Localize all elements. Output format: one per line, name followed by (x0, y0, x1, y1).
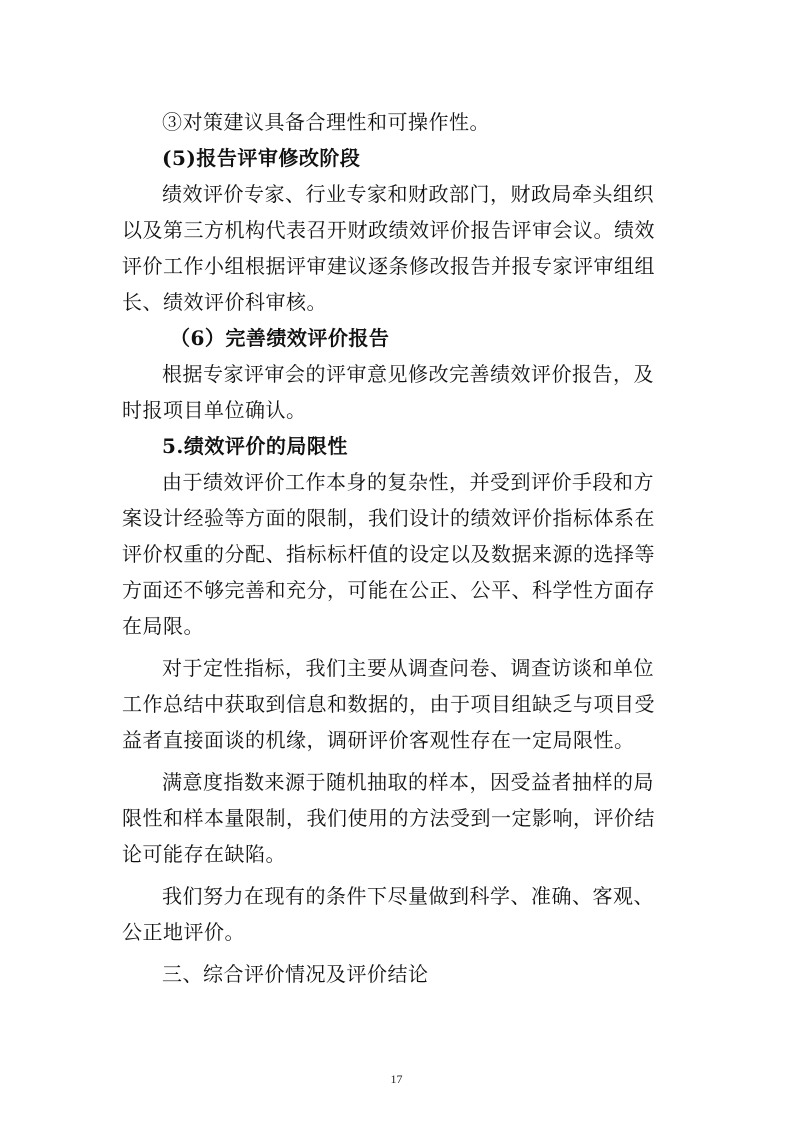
heading-improve-report: （6）完善绩效评价报告 (170, 326, 390, 350)
paragraph-improve-report: 根据专家评审会的评审意见修改完善绩效评价报告，及时报项目单位确认。 (122, 362, 654, 422)
paragraph-review-meeting: 绩效评价专家、行业专家和财政部门，财政局牵头组织以及第三方机构代表召开财政绩效评价报告评审会议。绩效评价工作小组根据评审建议逐条修改报告并报专家评审组组长、绩效评价科审核。 (122, 182, 655, 314)
paragraph-limitations-3: 满意度指数来源于随机抽取的样本，因受益者抽样的局限性和样本量限制，我们使用的方法受到一定影响，评价结论可能存在缺陷。 (122, 770, 655, 866)
heading-limitations: 5.绩效评价的局限性 (162, 434, 348, 458)
heading-section-three: 三、综合评价情况及评价结论 (162, 962, 429, 986)
paragraph-limitations-4: 我们努力在现有的条件下尽量做到科学、准确、客观、公正地评价。 (122, 884, 654, 944)
page-number: 17 (390, 1072, 403, 1086)
paragraph-countermeasure: ③对策建议具备合理性和可操作性。 (162, 110, 490, 134)
heading-review-stage: (5)报告评审修改阶段 (162, 146, 361, 170)
paragraph-limitations-1: 由于绩效评价工作本身的复杂性，并受到评价手段和方案设计经验等方面的限制，我们设计的绩效评价指标体系在评价权重的分配、指标标杆值的设定以及数据来源的选择等方面还不够完善和充分，可能在公正、公平、科学性方面存在局限。 (122, 470, 655, 638)
paragraph-limitations-2: 对于定性指标，我们主要从调查问卷、调查访谈和单位工作总结中获取到信息和数据的，由于项目组缺乏与项目受益者直接面谈的机缘，调研评价客观性存在一定局限性。 (122, 656, 655, 752)
page-content (122, 104, 672, 992)
